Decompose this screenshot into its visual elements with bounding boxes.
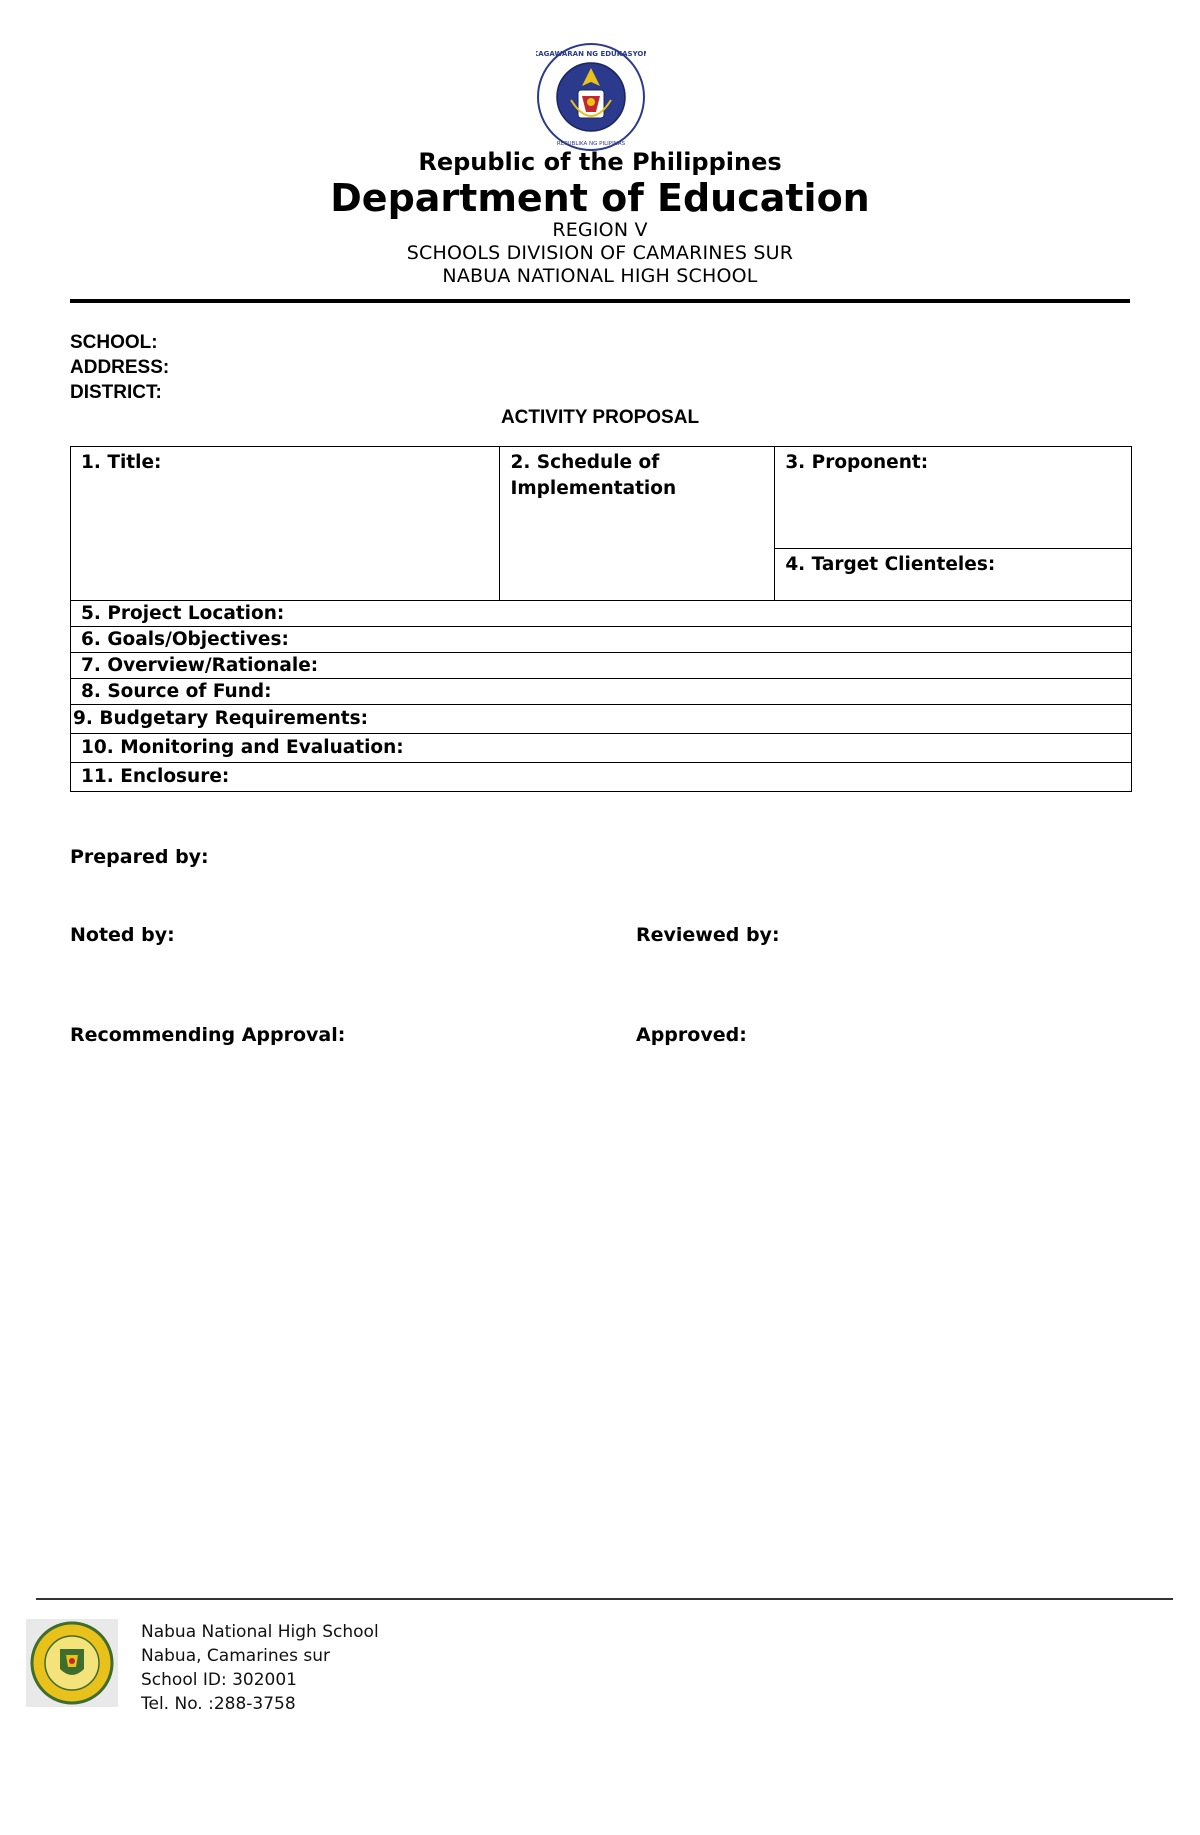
fund-row[interactable] — [71, 679, 1132, 705]
address-field-label: ADDRESS: — [70, 357, 170, 378]
footer-address: Nabua, Camarines sur — [141, 1646, 331, 1666]
reviewed-by-label: Reviewed by: — [636, 924, 780, 946]
region-heading: REGION V — [552, 219, 648, 241]
form-title: ACTIVITY PROPOSAL — [500, 407, 700, 428]
district-field-label: DISTRICT: — [70, 382, 162, 403]
target-cell[interactable] — [775, 549, 1132, 601]
proposal-table — [70, 446, 1132, 792]
title-label: 1. Title: — [81, 452, 162, 473]
school-heading: NABUA NATIONAL HIGH SCHOOL — [442, 265, 758, 287]
deped-seal-icon — [536, 42, 646, 152]
monitoring-row[interactable] — [71, 734, 1132, 763]
target-label: 4. Target Clienteles: — [785, 554, 996, 575]
recommending-approval-label: Recommending Approval: — [70, 1024, 346, 1046]
schedule-cell[interactable] — [500, 447, 775, 601]
republic-heading: Republic of the Philippines — [418, 148, 782, 176]
monitoring-label: 10. Monitoring and Evaluation: — [81, 737, 404, 758]
budget-label: 9. Budgetary Requirements: — [73, 708, 369, 729]
school-field-label: SCHOOL: — [70, 332, 158, 353]
division-heading: SCHOOLS DIVISION OF CAMARINES SUR — [406, 242, 794, 264]
footer-divider — [36, 1598, 1173, 1600]
goals-row[interactable] — [71, 627, 1132, 653]
footer-telephone: Tel. No. :288-3758 — [141, 1694, 296, 1714]
goals-label: 6. Goals/Objectives: — [81, 629, 289, 650]
location-row[interactable] — [71, 601, 1132, 627]
proponent-label: 3. Proponent: — [785, 452, 929, 473]
prepared-by-label: Prepared by: — [70, 846, 209, 868]
location-label: 5. Project Location: — [81, 603, 285, 624]
svg-text:REPUBLIKA NG PILIPINAS: REPUBLIKA NG PILIPINAS — [556, 141, 626, 147]
overview-label: 7. Overview/Rationale: — [81, 655, 319, 676]
enclosure-row[interactable] — [71, 763, 1132, 792]
schedule-label: 2. Schedule of Implementation — [510, 452, 677, 499]
budget-row[interactable] — [71, 705, 1132, 734]
noted-by-label: Noted by: — [70, 924, 175, 946]
footer-school-id: School ID: 302001 — [141, 1670, 297, 1690]
overview-row[interactable] — [71, 653, 1132, 679]
proponent-cell[interactable] — [775, 447, 1132, 549]
enclosure-label: 11. Enclosure: — [81, 766, 230, 787]
fund-label: 8. Source of Fund: — [81, 681, 272, 702]
footer-school-name: Nabua National High School — [141, 1622, 379, 1642]
approved-label: Approved: — [636, 1024, 747, 1046]
department-heading: Department of Education — [330, 176, 870, 220]
svg-text:KAGAWARAN NG EDUKASYON: KAGAWARAN NG EDUKASYON — [536, 50, 646, 58]
title-cell[interactable] — [71, 447, 500, 601]
school-logo-icon — [26, 1619, 118, 1707]
header-divider — [70, 299, 1130, 303]
